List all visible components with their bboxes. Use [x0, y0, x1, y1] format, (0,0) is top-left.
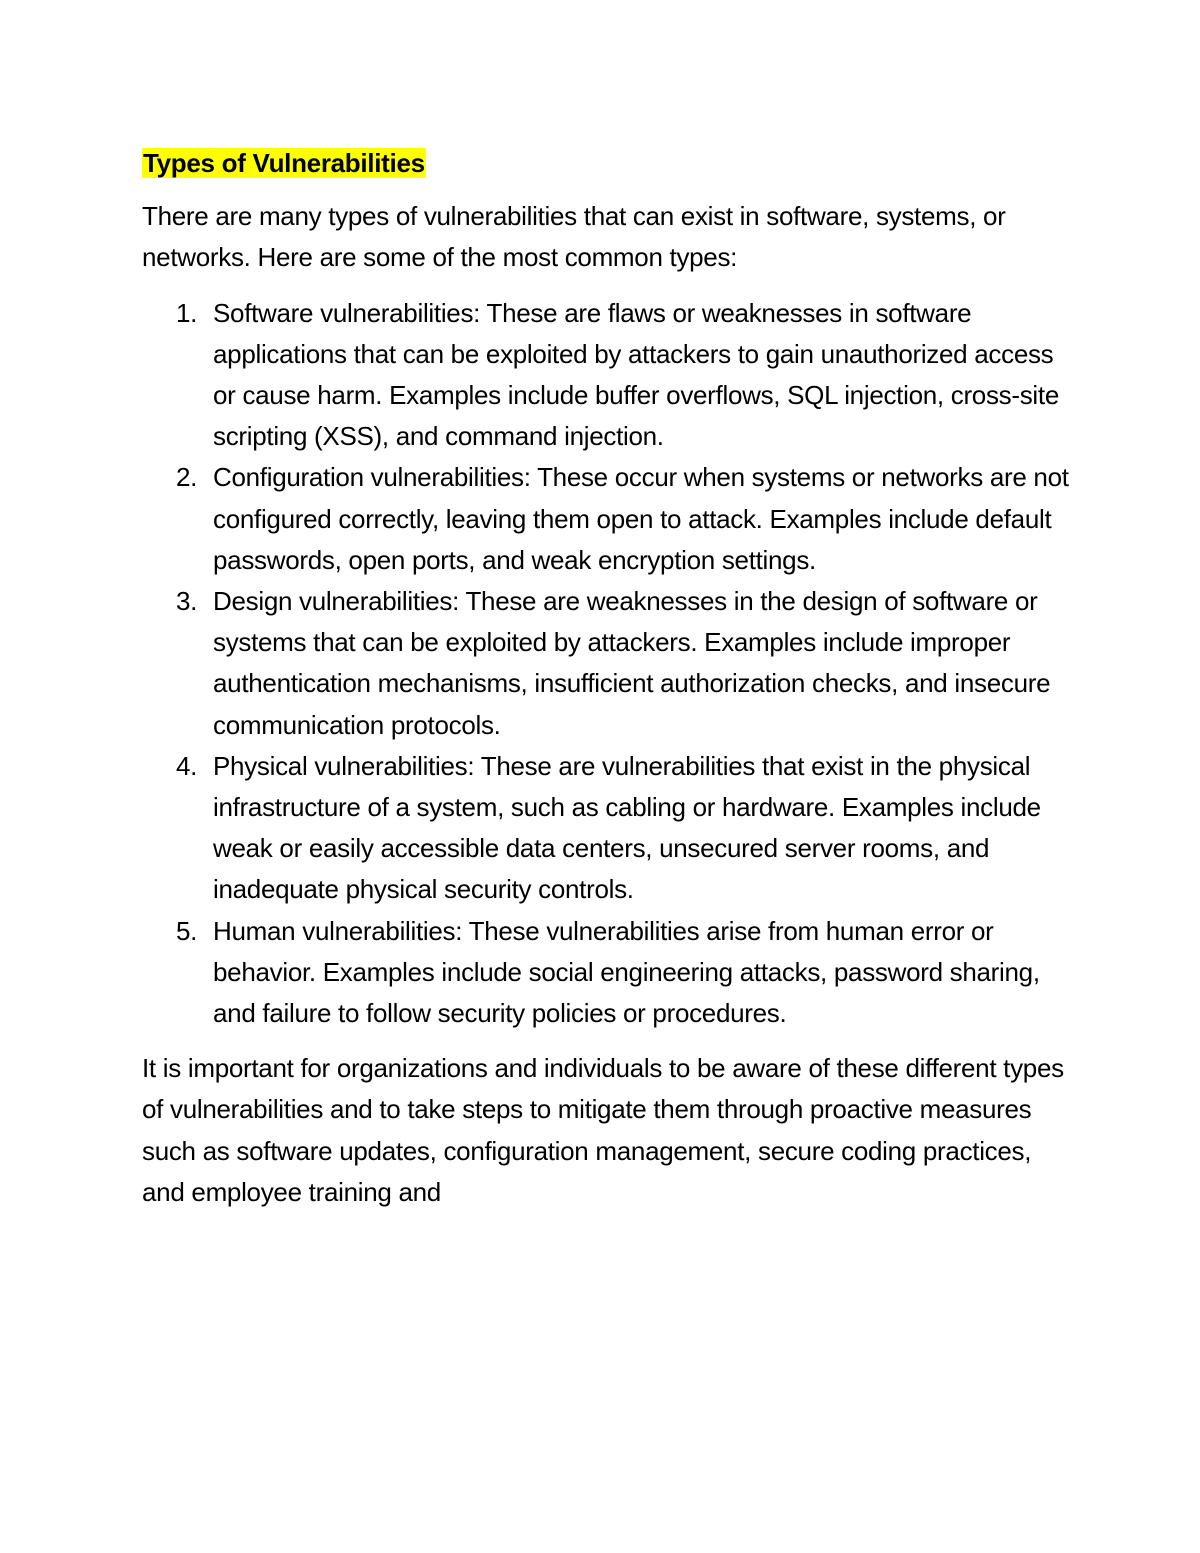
document-body [142, 143, 1072, 1213]
page-title [142, 143, 1072, 184]
list-item [142, 911, 1072, 1035]
title-highlight: Types of Vulnerabilities [143, 148, 425, 178]
list-item-text: Configuration vulnerabilities: These occur when systems or networks are not configured correctly, leaving them open to attack. Examples include default passwords, open ports, and weak encryption settings. [213, 462, 1069, 575]
list-item [142, 293, 1072, 458]
closing-paragraph: It is important for organizations and individuals to be aware of these different types of vulnerabilities and to take steps to mitigate them through proactive measures such as software updates, configuration management, secure coding practices, and employee training and [142, 1053, 1064, 1207]
list-item-number: 2. [176, 462, 198, 493]
intro-paragraph: There are many types of vulnerabilities that can exist in software, systems, or networks. Here are some of the most common types: [142, 201, 1006, 273]
list-item [142, 746, 1072, 911]
list-item-text: Physical vulnerabilities: These are vulnerabilities that exist in the physical infrastructure of a system, such as cabling or hardware. Examples include weak or easily accessible data centers, unsecured server rooms, and inadequate physical security controls. [213, 750, 1041, 905]
list-item-text: Software vulnerabilities: These are flaws or weaknesses in software applications that can be exploited by attackers to gain unauthorized access or cause harm. Examples include buffer overflows, SQL injection, cross-site scripting (XSS), and command injection. [213, 297, 1059, 452]
list-item-number: 4. [176, 750, 198, 781]
vulnerability-list [142, 293, 1072, 1035]
list-item-text: Human vulnerabilities: These vulnerabilities arise from human error or behavior. Examples include social engineering attacks, password sharing, and failure to follow security policies or procedures. [213, 915, 1040, 1029]
list-item [142, 581, 1072, 746]
list-item-number: 3. [176, 586, 198, 617]
list-item-text: Design vulnerabilities: These are weaknesses in the design of software or systems that can be exploited by attackers. Examples include improper authentication mechanisms, insufficient authorization checks, and insecure communication protocols. [213, 586, 1051, 740]
list-item-number: 5. [176, 915, 198, 946]
list-item [142, 457, 1072, 581]
list-item-number: 1. [176, 297, 198, 328]
